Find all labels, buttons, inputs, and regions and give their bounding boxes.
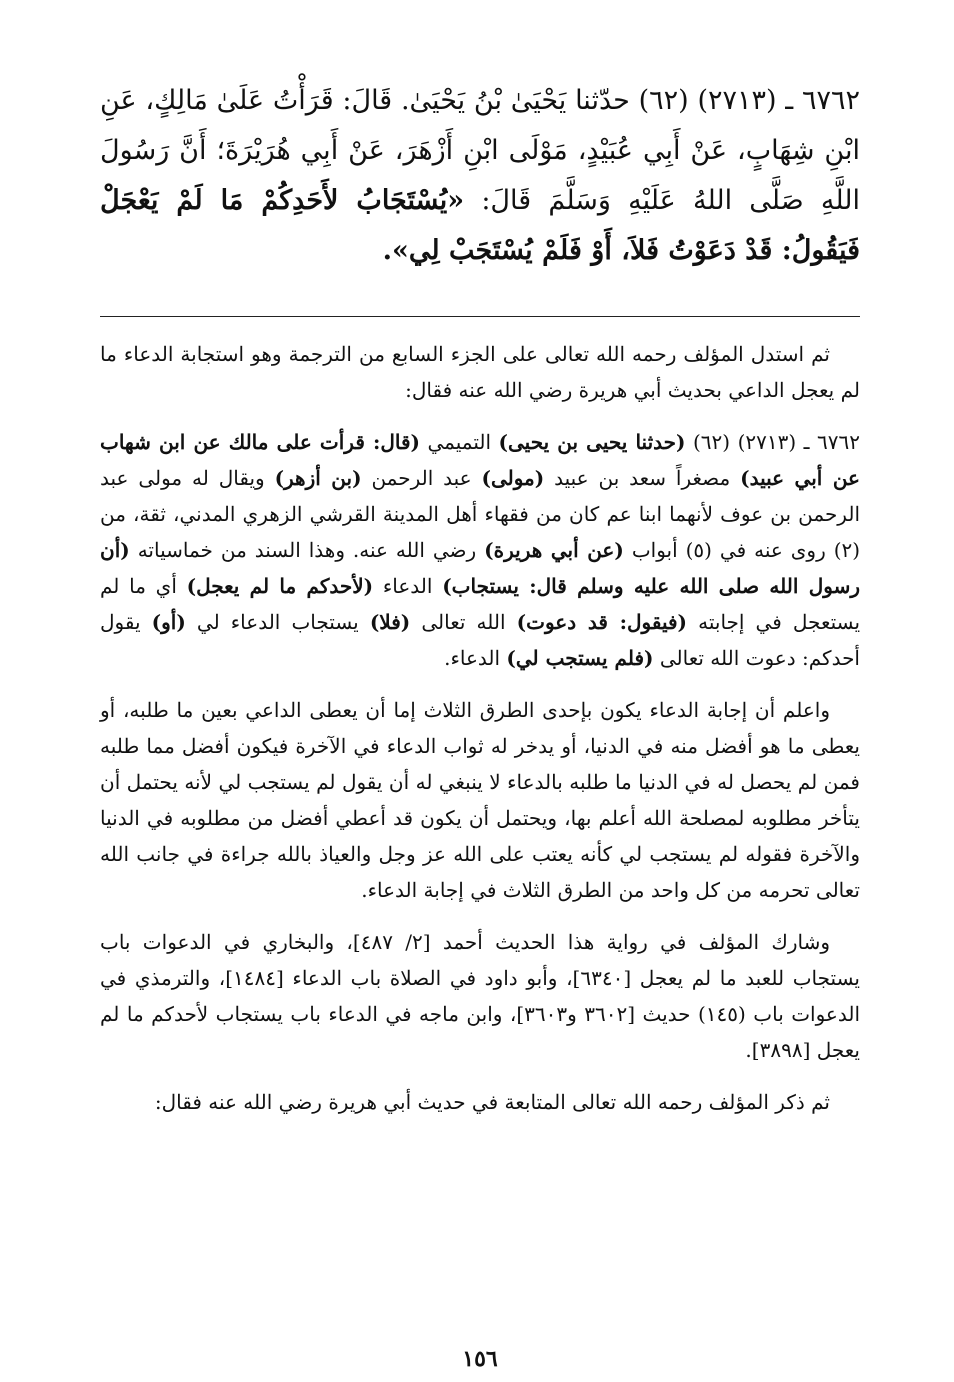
explanation-matn-10: (أو) — [151, 610, 186, 634]
commentary — [100, 336, 860, 1136]
explanation-note-2: مصغراً سعد بن عبيد — [554, 466, 731, 490]
explanation-note-6: الدعاء — [382, 574, 433, 598]
explanation-matn-7: (لأحدكم ما لم يعجل) — [186, 574, 374, 598]
explanation-matn-5: (عن أبي هريرة) — [484, 538, 624, 562]
hadith-saying: «يُسْتَجَابُ لأَحَدِكُمْ مَا لَمْ يَعْجَلْ فَيَقُولُ: قَدْ دَعَوْتُ فَلاَ، أَوْ فَلَمْ يُسْتَجَبْ لِي». — [100, 185, 860, 266]
hadith-chain: حدّثنا يَحْيَىٰ بْنُ يَحْيَىٰ. قَالَ: قَرَأْتُ عَلَىٰ مَالِكٍ، عَنِ ابْنِ شِهَابٍ، عَنْ أَبِي عُبَيْدٍ، مَوْلَى ابْنِ أَزْهَرَ، عَنْ أَبِي هُرَيْرَةَ؛ أَنَّ رَسُولَ اللَّهِ صَلَّى اللهُ عَلَيْهِ وَسَلَّمَ قَالَ: — [100, 85, 860, 216]
footnote-divider — [100, 316, 860, 317]
book-page — [100, 76, 861, 1372]
page-number: ١٥٦ — [462, 1346, 498, 1372]
commentary-intro: ثم استدل المؤلف رحمه الله تعالى على الجزء السابع من الترجمة وهو استجابة الدعاء ما لم يعجل الداعي بحديث أبي هريرة رضي الله عنه فقال: — [100, 342, 860, 402]
explanation-note-11: الدعاء. — [444, 646, 501, 670]
explanation-matn-3: (مولى) — [481, 466, 545, 490]
explanation-note-9: يستجاب الدعاء لي — [196, 610, 359, 634]
explanation-matn-2: (قال: قرأت على مالك عن ابن شهاب عن أبي عبيد) — [100, 430, 860, 490]
commentary-takhrij: وشارك المؤلف في رواية هذا الحديث أحمد [٢/ ٤٨٧]، والبخاري في الدعوات باب يستجاب للعبد ما لم يعجل [٦٣٤٠]، وأبو داود في الصلاة باب الدعاء [١٤٨٤]، والترمذي في الدعوات باب (١٤٥) حديث [٣٦٠٢ و٣٦٠٣]، وابن ماجه في الدعاء باب يستجاب لأحدكم ما لم يعجل [٣٨٩٨]. — [100, 930, 861, 1062]
explanation-note-1: التميمي — [427, 430, 492, 454]
explanation-matn-9: (فلا) — [369, 610, 411, 634]
explanation-matn-1: (حدثنا يحيى بن يحيى) — [498, 430, 686, 454]
explanation-note-3: عبد الرحمن — [371, 466, 472, 490]
explanation-note-8: الله تعالى — [421, 610, 506, 634]
explanation-matn-4: (بن أزهر) — [274, 466, 362, 490]
explanation-note-10: يقول أحدكم: دعوت الله تعالى — [100, 610, 860, 670]
explanation-matn-11: (فلم يستجب لي) — [506, 646, 654, 670]
commentary-hadith-explanation — [100, 424, 860, 676]
explanation-note-7: أي ما لم يستعجل في إجابته — [100, 574, 861, 634]
explanation-note-4: ويقال له مولى عبد الرحمن بن عوف لأنهما ابنا عم كان من فقهاء أهل المدينة القرشي الزهري المدني، ثقة، من (٢) روى عنه في (٥) أبواب — [100, 466, 861, 562]
explanation-note-5: رضي الله عنه. وهذا السند من خماسياته — [137, 538, 477, 562]
explanation-matn-8: (فيقول: قد دعوت) — [516, 610, 688, 634]
commentary-answering-prayer: واعلم أن إجابة الدعاء يكون بإحدى الطرق الثلاث إما أن يعطى الداعي بعين ما طلبه، أو يعطى ما هو أفضل منه في الدنيا، أو يدخر له ثواب الدعاء في الآخرة فيكون أفضل مما طلبه فمن لم يحصل له في الدنيا ما طلبه بالدعاء لا ينبغي له أن يقول لم يستجب لي لأنه يحتمل أن يتأخر مطلوبه لمصلحة الله أعلم بها، ويحتمل أن يكون قد أعطي أفضل من مطلوبه في الدنيا والآخرة فقوله لم يستجب لي كأنه يعتب على الله عز وجل والعياذ بالله جراءة في جانب الله تعالى تحرمه من كل واحد من الطرق الثلاث في إجابة الدعاء. — [100, 698, 860, 902]
explanation-number: ٦٧٦٢ ـ (٢٧١٣) (٦٢) — [692, 430, 860, 454]
hadith-number: ٦٧٦٢ ـ (٢٧١٣) (٦٢) — [638, 85, 860, 116]
hadith-text — [100, 76, 860, 276]
commentary-transition: ثم ذكر المؤلف رحمه الله تعالى المتابعة في حديث أبي هريرة رضي الله عنه فقال: — [154, 1090, 830, 1114]
explanation-matn-6: (أن رسول الله صلى الله عليه وسلم قال: يستجاب) — [100, 538, 861, 598]
